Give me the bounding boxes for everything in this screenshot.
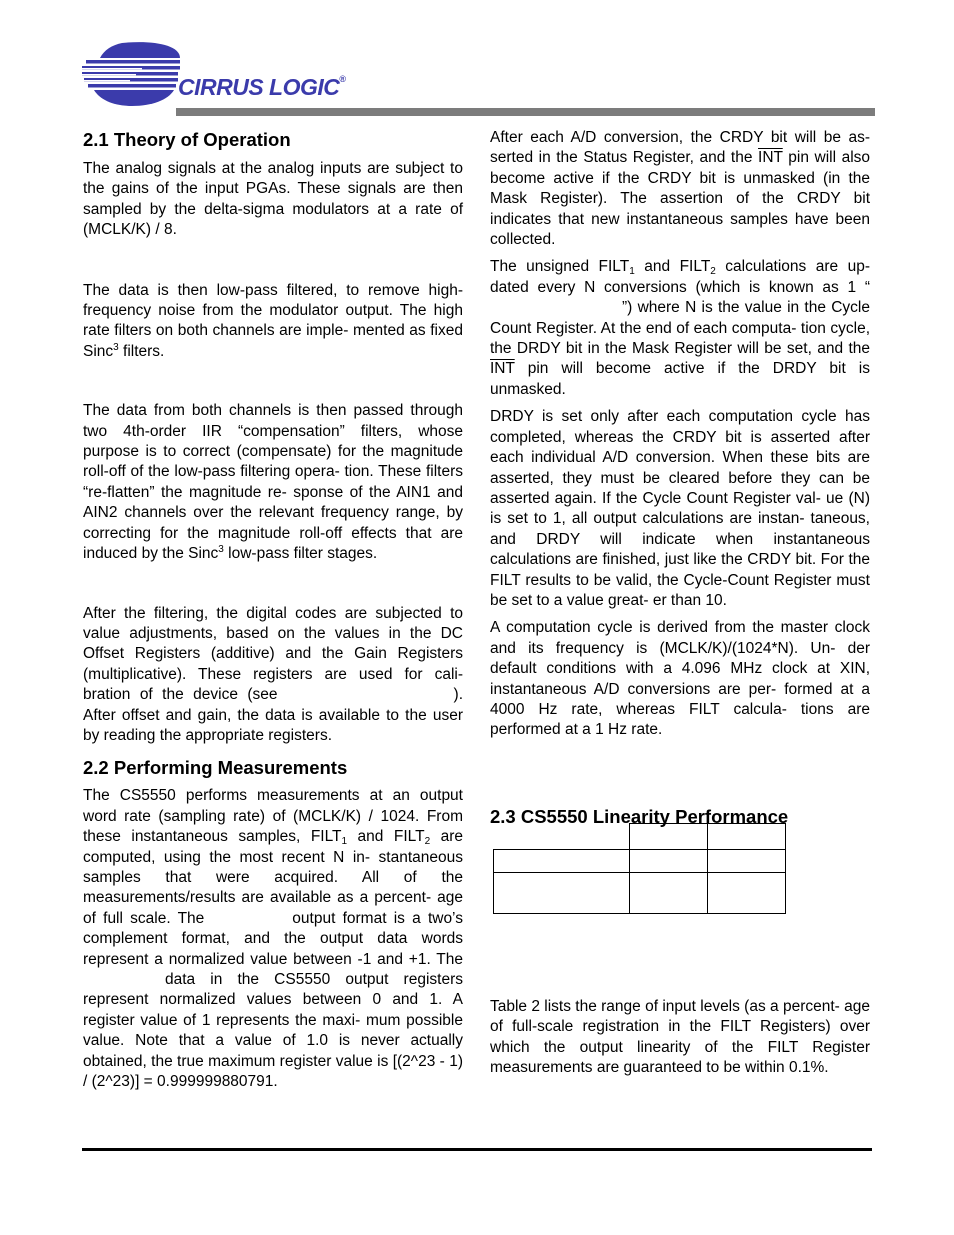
paragraph-table-2: Table 2 lists the range of input levels (as a percent- age of full-scale registration in the FILT Registers) over which the output linearity of the FILT Register measurements are guaranteed to be within 0.1%. (490, 997, 870, 1076)
table-row (494, 849, 786, 872)
linearity-table (493, 823, 786, 914)
paragraph-input-sampling: The analog signals at the analog inputs are subject to the gains of the input PGAs. These signals are then sampled by the delta-sigma modulators at a rate of (MCLK/K) / 8. (83, 160, 463, 239)
int-pin-label: $\overline{INT}$ (758, 149, 783, 167)
paragraph-measurements: The CS5550 performs measurements at an output word rate (sampling rate) of (MCLK/K) / 1024. From these instantaneous samples, $FILT_1$ and $FILT_2$ are computed, using the most recent N in- stantaneous samples that were acquired. All of the measurements/results are available as a percent- age of full scale. The output format is a two’s complement format, and the output data words represent a normalized value between -1 and +1. Thedata in the CS5550 output registers represent normalized values between 0 and 1. A register value of 1 represents the maxi- mum possible value. Note that a value of 1.0 is never actually obtained, the true maximum register value is [(2^23 - 1) / (2^23)] = 0.999999880791. (83, 787, 463, 1091)
paragraph-offset-gain: After the filtering, the digital codes are subjected to value adjustments, based on the values in the DC Offset Registers (additive) and the Gain Registers (multiplicative). These registers are used for cali- bration of the device (see ). After offset and gain, the data is available to the user by reading the appropriate registers. (83, 604, 463, 744)
paragraph-compensation-filters: The data from both channels is then passed through two 4th-order IIR “compensation” filters, whose purpose is to correct (compensate) for the magnitude roll-off of the low-pass filtering opera- tion. These filters “re-flatten” the magnitude re- sponse of the AIN1 and AIN2 channels over the relevant frequency range, by correcting for the magnitude roll-off effects that are induced by the Sinc$^3$ low-pass filter stages. (83, 402, 463, 563)
paragraph-lowpass-filter: The data is then low-pass filtered, to remove high-frequency noise from the modulator output. The high rate filters on both channels are imple- mented as fixed Sinc$^3$ filters. (83, 281, 463, 360)
section-2-2-title: 2.2 Performing Measurements (83, 757, 348, 779)
section-2-3-title: 2.3 CS5550 Linearity Performance (490, 805, 789, 827)
right-column (490, 128, 870, 1078)
section-2-1-title: 2.1 Theory of Operation (83, 129, 291, 150)
table-row (494, 872, 786, 913)
header-bar (176, 108, 875, 116)
left-column (83, 128, 463, 1092)
paragraph-crdy: After each A/D conversion, the CRDY bit will be as- serted in the Status Register, and the $\overline{INT}$ pin will also become active if the CRDY bit is unmasked (in the Mask Register). The assertion of the CRDY bit indicates that new instantaneous samples have been collected. (490, 129, 871, 249)
paragraph-drdy: DRDY is set only after each computation cycle has completed, whereas the CRDY bit is asserted after each individual A/D conversion. When these bits are asserted, they must be cleared before they can be asserted again. If the Cycle Count Register val- ue (N) is set to 1, all output calculations are instan- taneous, and DRDY will indicate when instantaneous calculations are finished, just like the CRDY bit. For the FILT results to be valid, the Cycle-Count Register must be set to a value great- er than 10. (490, 408, 870, 609)
footer-rule (82, 1148, 872, 1151)
paragraph-computation-cycle: A computation cycle is derived from the master clock and its frequency is (MCLK/K)/(1024*N). Un- der default conditions with a 4.096 MHz clock at XIN, instantaneous A/D conversions are per- formed at a 4000 Hz rate, whereas FILT calcula- tions are performed at a 1 Hz rate. (490, 619, 870, 739)
logo-wordmark: CIRRUS LOGIC® (178, 74, 346, 100)
paragraph-filt-calculations: The unsigned $FILT_1$ and $FILT_2$ calculations are up- dated every N conversions (which is known as 1 “”) where N is the value in the Cycle Count Register. At the end of each computa- tion cycle, the DRDY bit in the Mask Register will be set, and the $\overline{INT}$ pin will become active if the DRDY bit is unmasked. (490, 258, 871, 398)
int-pin-label: $\overline{INT}$ (490, 360, 515, 378)
